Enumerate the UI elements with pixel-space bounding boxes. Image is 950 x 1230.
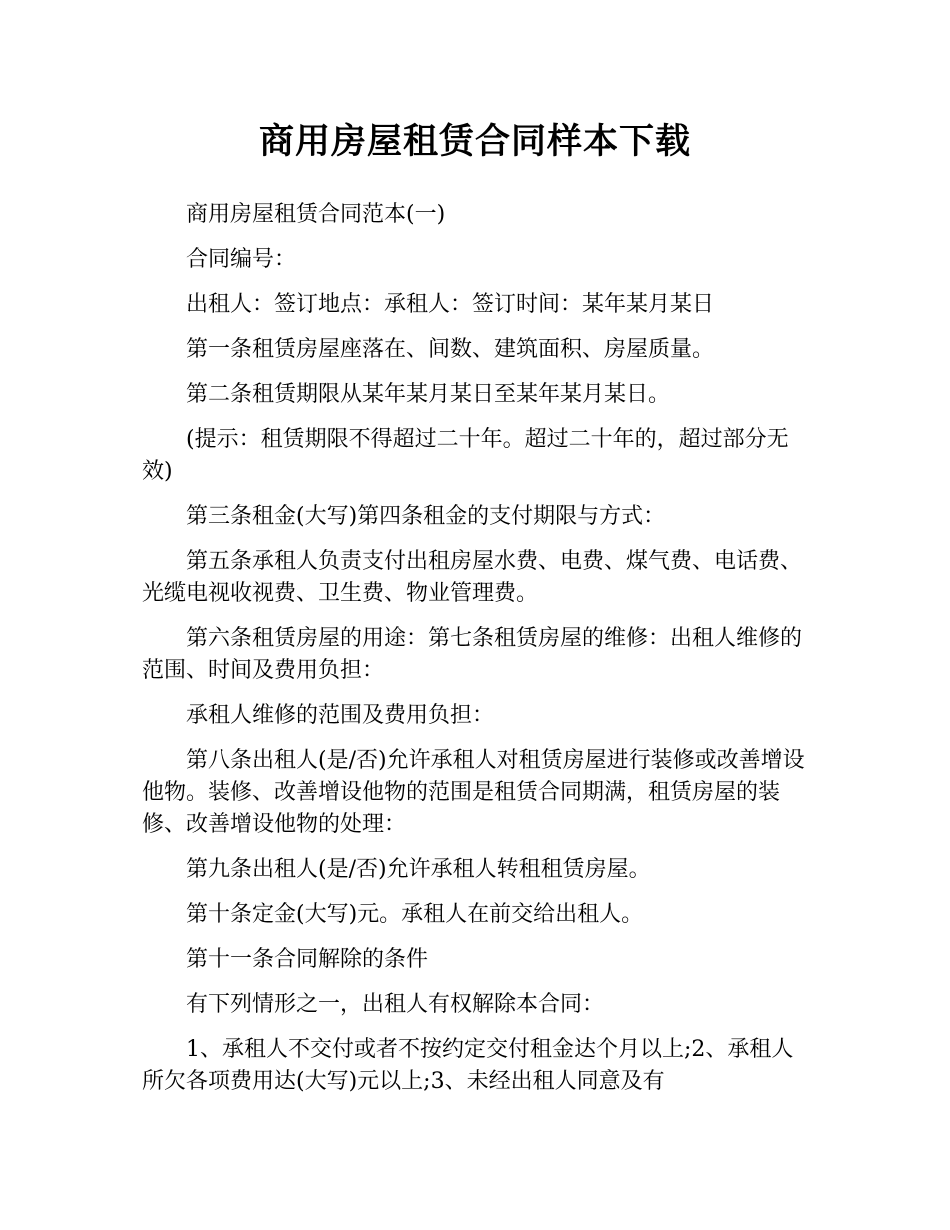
document-title: 商用房屋租赁合同样本下载 bbox=[258, 122, 691, 162]
paragraph: 合同编号： bbox=[186, 247, 297, 272]
paragraph: 第六条租赁房屋的用途：第七条租赁房屋的维修：出租人维修的范围、时间及费用负担： bbox=[142, 626, 803, 683]
paragraph: 1、承租人不交付或者不按约定交付租金达个月以上;2、承租人所欠各项费用达(大写)元以上;3、未经出租人同意及有 bbox=[142, 1037, 794, 1094]
paragraph: 第三条租金(大写)第四条租金的支付期限与方式： bbox=[186, 504, 666, 529]
paragraph: 第一条租赁房屋座落在、间数、建筑面积、房屋质量。 bbox=[186, 337, 715, 362]
paragraph: 第五条承租人负责支付出租房屋水费、电费、煤气费、电话费、光缆电视收视费、卫生费、物业管理费。 bbox=[142, 549, 803, 606]
paragraph: 第九条出租人(是/否)允许承租人转租租赁房屋。 bbox=[186, 857, 651, 882]
paragraph: 第八条出租人(是/否)允许承租人对租赁房屋进行装修或改善增设他物。装修、改善增设他物的范围是租赁合同期满，租赁房屋的装修、改善增设他物的处理： bbox=[142, 748, 805, 837]
paragraph: 有下列情形之一，出租人有权解除本合同： bbox=[186, 992, 605, 1017]
paragraph: 第十条定金(大写)元。承租人在前交给出租人。 bbox=[186, 902, 644, 927]
paragraph: 出租人：签订地点：承租人：签订时间：某年某月某日 bbox=[186, 292, 715, 317]
paragraph: (提示：租赁期限不得超过二十年。超过二十年的，超过部分无效) bbox=[142, 427, 789, 484]
paragraph: 第二条租赁期限从某年某月某日至某年某月某日。 bbox=[186, 382, 671, 407]
paragraph: 商用房屋租赁合同范本(一) bbox=[186, 202, 446, 227]
document-body bbox=[142, 199, 808, 1111]
paragraph: 第十一条合同解除的条件 bbox=[186, 947, 429, 972]
paragraph: 承租人维修的范围及费用负担： bbox=[186, 703, 495, 728]
